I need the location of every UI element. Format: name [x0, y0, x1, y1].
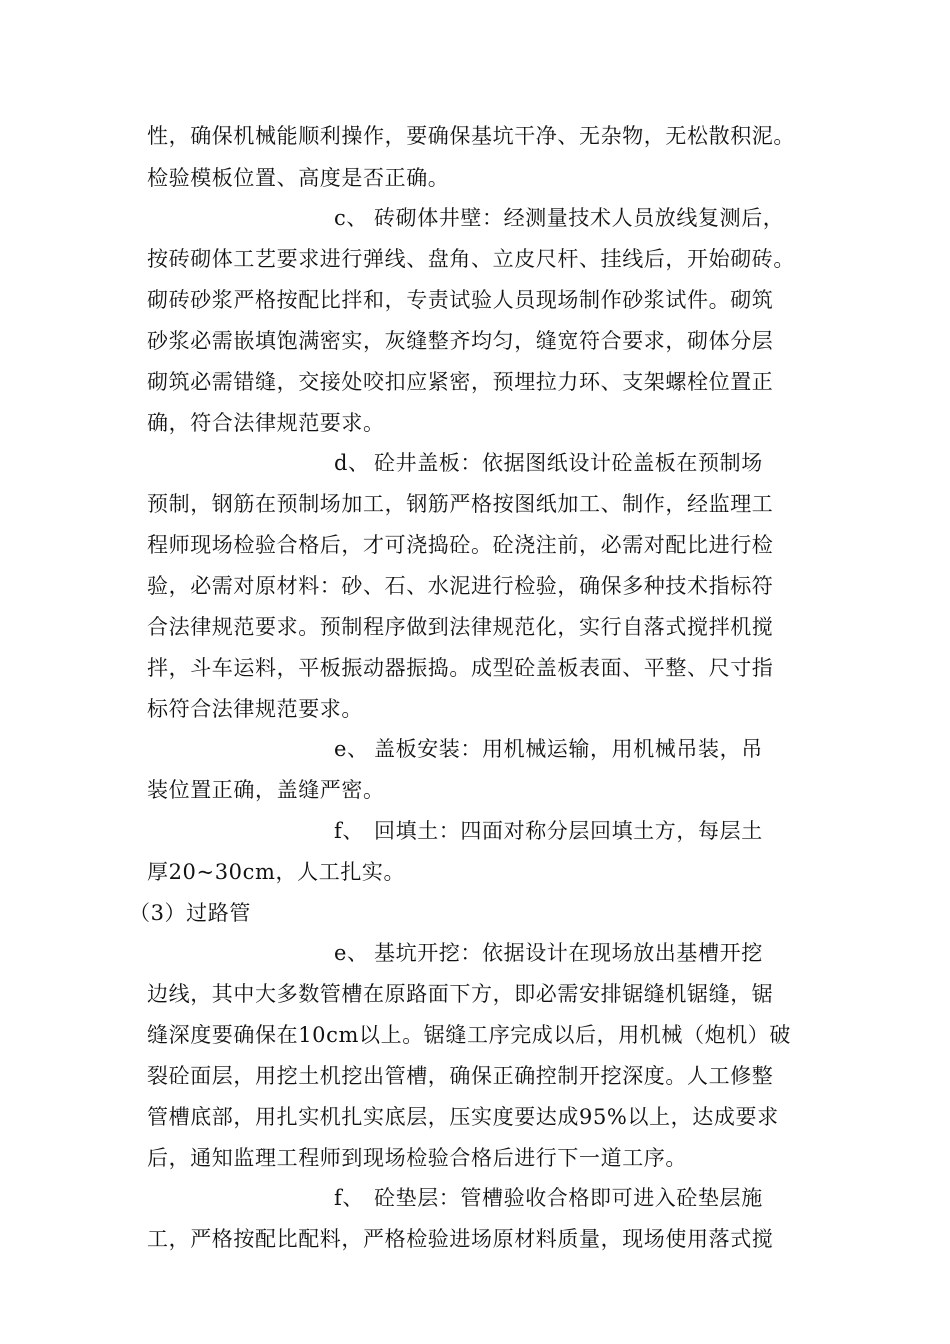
paragraph-line: 合法律规范要求。预制程序做到法律规范化，实行自落式搅拌机搅 — [147, 615, 774, 639]
item-f2-first-line — [334, 1184, 763, 1212]
item-d-first-line — [334, 449, 763, 477]
item-f-title: 回填土：四面对称分层回填土方，每层土 — [374, 819, 763, 843]
paragraph-line: 管槽底部，用扎实机扎实底层，压实度要达成95%以上，达成要求 — [147, 1105, 779, 1129]
item-d-title: 砼井盖板：依据图纸设计砼盖板在预制场 — [374, 451, 763, 475]
item-e2-title: 基坑开挖：依据设计在现场放出基槽开挖 — [374, 941, 763, 965]
item-marker: d、 — [334, 451, 370, 475]
item-marker: e、 — [334, 737, 369, 761]
paragraph-line: 按砖砌体工艺要求进行弹线、盘角、立皮尺杆、挂线后，开始砌砖。 — [147, 247, 795, 271]
paragraph-line: 程师现场检验合格后，才可浇捣砼。砼浇注前，必需对配比进行检 — [147, 533, 774, 557]
item-e-title: 盖板安装：用机械运输，用机械吊装，吊 — [374, 737, 763, 761]
paragraph-line: 装位置正确，盖缝严密。 — [147, 778, 385, 802]
paragraph-line: 后，通知监理工程师到现场检验合格后进行下一道工序。 — [147, 1146, 687, 1170]
paragraph-line: 性，确保机械能顺利操作，要确保基坑干净、无杂物，无松散积泥。 — [147, 124, 795, 148]
paragraph-line: 预制，钢筋在预制场加工，钢筋严格按图纸加工、制作，经监理工 — [147, 492, 774, 516]
paragraph-line: 工，严格按配比配料，严格检验进场原材料质量，现场使用落式搅 — [147, 1227, 774, 1251]
paragraph-line: 确，符合法律规范要求。 — [147, 411, 385, 435]
paragraph-line: 验，必需对原材料：砂、石、水泥进行检验，确保多种技术指标符 — [147, 574, 774, 598]
item-marker: e、 — [334, 941, 369, 965]
paragraph-line: 砂浆必需嵌填饱满密实，灰缝整齐均匀，缝宽符合要求，砌体分层 — [147, 329, 774, 353]
paragraph-line: 裂砼面层，用挖土机挖出管槽，确保正确控制开挖深度。人工修整 — [147, 1064, 774, 1088]
item-e-first-line — [334, 735, 763, 763]
item-marker: f、 — [334, 819, 364, 843]
item-c-first-line — [334, 204, 784, 232]
paragraph-line: 缝深度要确保在10cm以上。锯缝工序完成以后，用机械（炮机）破 — [147, 1023, 791, 1047]
section-heading: （3）过路管 — [129, 901, 251, 925]
item-f2-title: 砼垫层：管槽验收合格即可进入砼垫层施 — [374, 1186, 763, 1210]
paragraph-line: 边线，其中大多数管槽在原路面下方，即必需安排锯缝机锯缝，锯 — [147, 982, 774, 1006]
paragraph-line: 标符合法律规范要求。 — [147, 697, 363, 721]
paragraph-line: 检验模板位置、高度是否正确。 — [147, 166, 450, 190]
item-f-first-line — [334, 817, 763, 845]
paragraph-line: 拌，斗车运料，平板振动器振捣。成型砼盖板表面、平整、尺寸指 — [147, 656, 774, 680]
item-marker: c、 — [334, 206, 368, 230]
paragraph-line: 厚20~30cm，人工扎实。 — [147, 860, 406, 884]
item-e2-first-line — [334, 939, 763, 967]
item-marker: f、 — [334, 1186, 364, 1210]
paragraph-line: 砌砖砂浆严格按配比拌和，专责试验人员现场制作砂浆试件。砌筑 — [147, 288, 774, 312]
item-c-title: 砖砌体井壁：经测量技术人员放线复测后， — [374, 206, 785, 230]
paragraph-line: 砌筑必需错缝，交接处咬扣应紧密，预埋拉力环、支架螺栓位置正 — [147, 370, 774, 394]
